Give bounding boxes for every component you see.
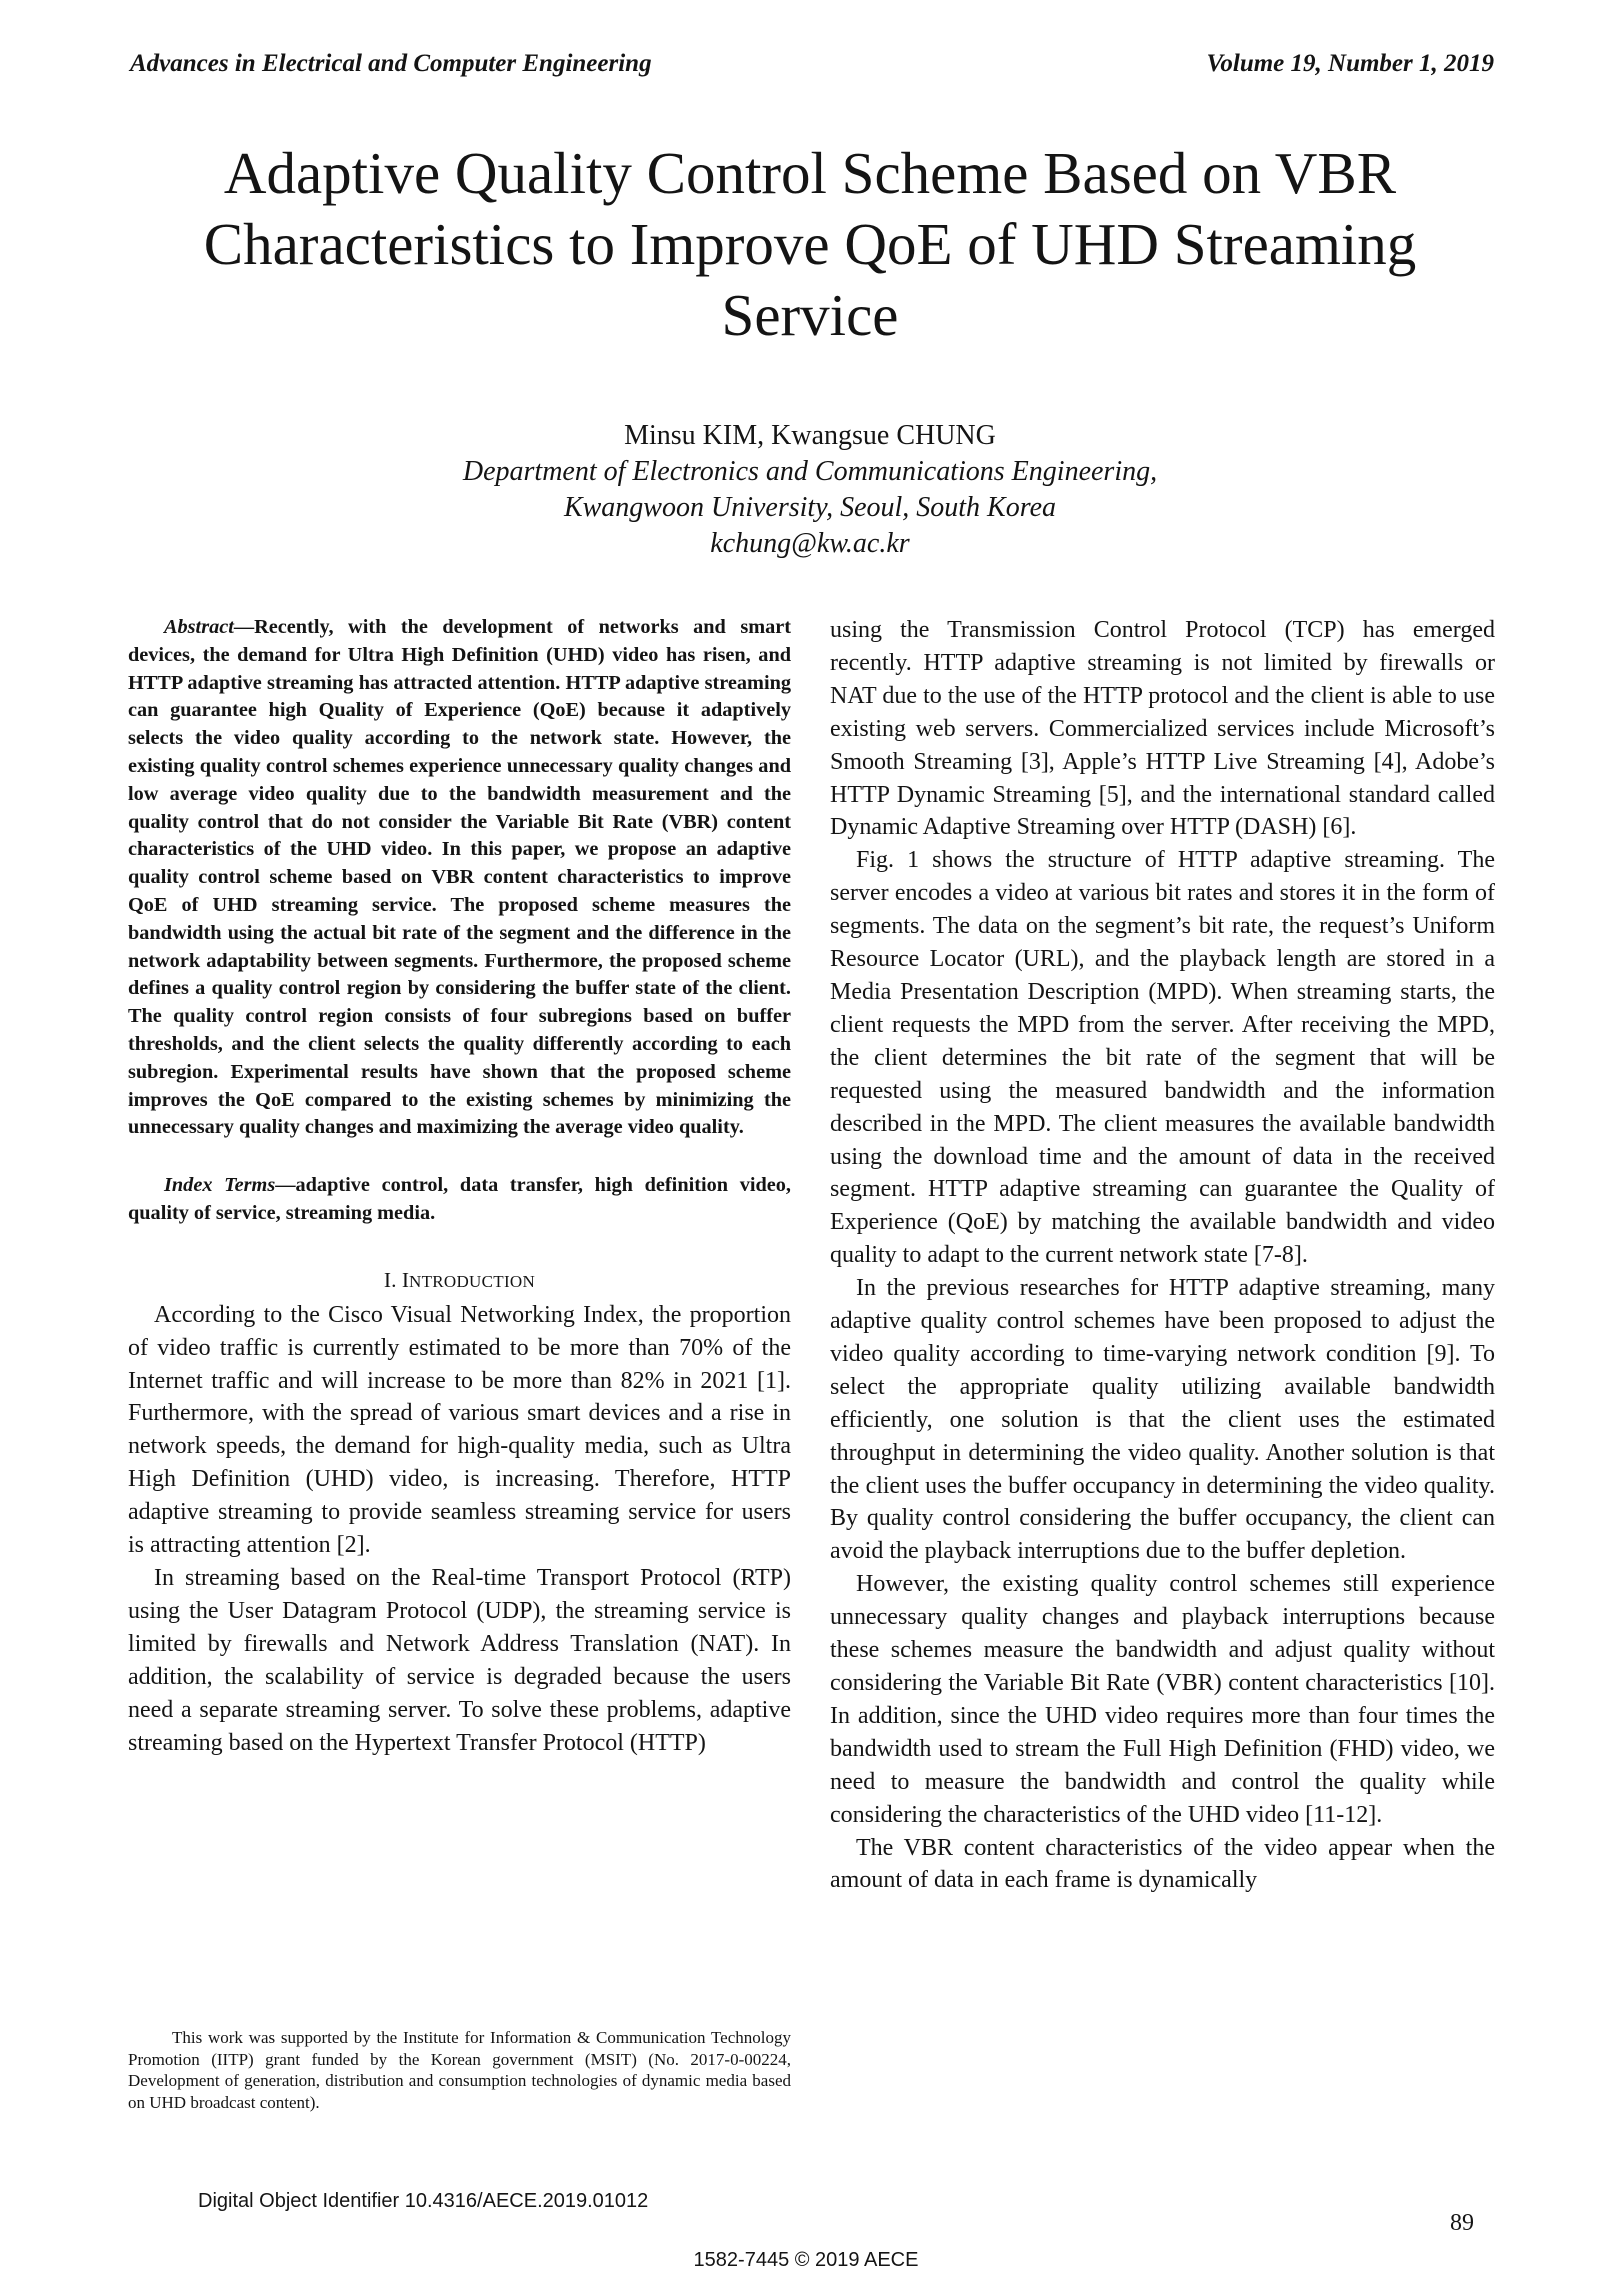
running-header — [130, 50, 1494, 84]
index-terms-text: —adaptive control, data transfer, high definition video, quality of service, streaming media. — [128, 1174, 791, 1224]
abstract-label: Abstract — [164, 616, 234, 638]
volume-info: Volume 19, Number 1, 2019 — [1206, 50, 1494, 77]
author-names: Minsu KIM, Kwangsue CHUNG — [624, 420, 996, 451]
author-department: Department of Electronics and Communications Engineering, — [462, 456, 1158, 487]
journal-name: Advances in Electrical and Computer Engineering — [130, 50, 652, 77]
paragraph: using the Transmission Control Protocol (TCP) has emerged recently. HTTP adaptive streaming is not limited by firewalls or NAT due to the use of the HTTP protocol and the client is able to use existing web servers. Commercialized services include Microsoft’s Smooth Streaming [3], Apple’s HTTP Live Streaming [4], Adobe’s HTTP Dynamic Streaming [5], and the international standard called Dynamic Adaptive Streaming over HTTP (DASH) [6]. — [830, 617, 1495, 841]
author-block — [300, 418, 1320, 562]
author-email: kchung@kw.ac.kr — [710, 528, 910, 559]
page-number: 89 — [1450, 2210, 1474, 2236]
doi-text: Digital Object Identifier 10.4316/AECE.2019.01012 — [198, 2190, 649, 2212]
index-terms-label: Index Terms — [164, 1174, 276, 1197]
paragraph: The VBR content characteristics of the video appear when the amount of data in each frame is dynamically — [830, 1834, 1495, 1894]
abstract — [128, 614, 791, 1142]
issn-copyright: 1582-7445 © 2019 AECE — [693, 2249, 919, 2271]
paragraph: In streaming based on the Real-time Transport Protocol (RTP) using the User Datagram Protocol (UDP), the streaming service is limited by firewalls and Network Address Translation (NAT). In addition, the scalability of service is degraded because the users need a separate streaming server. To solve these problems, adaptive streaming based on the Hypertext Transfer Protocol (HTTP) — [128, 1564, 791, 1756]
section-rest-letters: NTRODUCTION — [409, 1271, 536, 1291]
abstract-text: —Recently, with the development of networks and smart devices, the demand for Ultra High Definition (UHD) video has risen, and HTTP adaptive streaming has attracted attention. HTTP adaptive streaming can guarantee high Quality of Experience (QoE) because it adaptively selects the video quality according to the network state. However, the existing quality control schemes experience unnecessary quality changes and low average video quality due to the bandwidth measurement and the quality control that do not consider the Variable Bit Rate (VBR) content characteristics of the UHD video. In this paper, we propose an adaptive quality control scheme based on VBR content characteristics to improve QoE of UHD streaming service. The proposed scheme measures the bandwidth using the actual bit rate of the segment and the difference in the network adaptability between segments. Furthermore, the proposed scheme defines a quality control region by considering the buffer state of the client. The quality control region consists of four subregions based on buffer thresholds, and the client selects the quality differently according to each subregion. Experimental results have shown that the proposed scheme improves the QoE compared to the existing schemes by minimizing the unnecessary quality changes and maximizing the average video quality. — [128, 616, 791, 1139]
paragraph: In the previous researches for HTTP adaptive streaming, many adaptive quality control schemes have been proposed to adjust the video quality according to time-varying network condition [9]. To select the appropriate quality utilizing available bandwidth efficiently, one solution is that the client uses the estimated throughput in determining the video quality. Another solution is that the client uses the buffer occupancy in determining the video quality. By quality control considering the buffer occupancy, the client can avoid the playback interruptions due to the buffer depletion. — [830, 1275, 1495, 1565]
paragraph: Fig. 1 shows the structure of HTTP adaptive streaming. The server encodes a video at various bit rates and stores it in the form of segments. The data on the segment’s bit rate, the request’s Uniform Resource Locator (URL), and the playback length are stored in a Media Presentation Description (MPD). When streaming starts, the client requests the MPD from the server. After receiving the MPD, the client determines the bit rate of the segment that will be requested using the measured bandwidth and the information described in the MPD. The client measures the available bandwidth using the download time and the amount of data in the received segment. HTTP adaptive streaming can guarantee the Quality of Experience (QoE) by matching the available bandwidth and video quality to adapt to the current network state [7-8]. — [830, 847, 1495, 1269]
index-terms — [128, 1172, 791, 1228]
author-university: Kwangwoon University, Seoul, South Korea — [563, 492, 1057, 523]
left-column — [128, 614, 791, 1759]
section-numeral: I. — [383, 1267, 397, 1292]
paragraph: However, the existing quality control schemes still experience unnecessary quality changes and playback interruptions because these schemes measure the bandwidth and adjust quality without considering the Variable Bit Rate (VBR) content characteristics [10]. In addition, since the UHD video requires more than four times the bandwidth used to stream the Full High Definition (FHD) video, we need to measure the bandwidth and control the quality while considering the characteristics of the UHD video [11-12]. — [830, 1571, 1495, 1828]
funding-footnote: This work was supported by the Institute for Information & Communication Technology Promotion (IITP) grant funded by the Korean government (MSIT) (No. 2017-0-00224, Development of generation, distribution and consumption technologies of dynamic media based on UHD broadcast content). — [128, 2028, 791, 2112]
section-first-letter: I — [401, 1267, 409, 1292]
paragraph: According to the Cisco Visual Networking Index, the proportion of video traffic is currently estimated to be more than 70% of the Internet traffic and will increase to be more than 82% in 2021 [1]. Furthermore, with the spread of various smart devices and a rise in network speeds, the demand for high-quality media, such as Ultra High Definition (UHD) video, is increasing. Therefore, HTTP adaptive streaming to provide seamless streaming service for users is attracting attention [2]. — [128, 1301, 791, 1559]
right-column — [830, 614, 1495, 1897]
paper-title: Adaptive Quality Control Scheme Based on VBR Characteristics to Improve QoE of UHD Streaming Service — [203, 140, 1417, 348]
section-heading-introduction — [128, 1268, 791, 1293]
